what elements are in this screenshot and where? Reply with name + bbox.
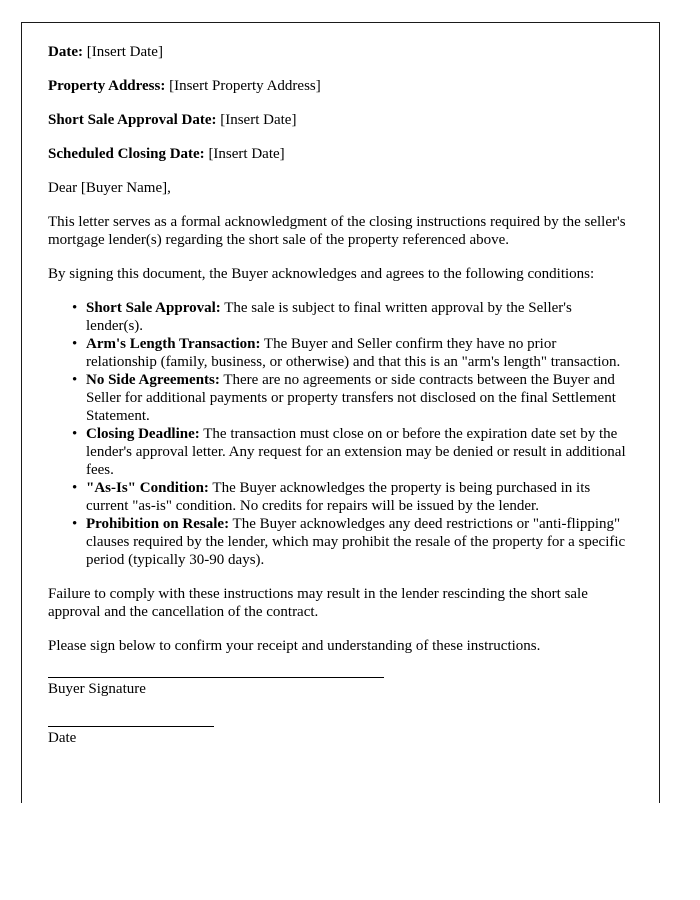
list-item: [86, 479, 629, 515]
date-line[interactable]: [48, 726, 214, 727]
list-item: [86, 425, 629, 479]
list-item: [86, 515, 629, 569]
document-page: [21, 22, 660, 803]
field-row-short-sale-approval-date: [48, 111, 629, 129]
field-label-scheduled-closing-date: Scheduled Closing Date:: [48, 146, 205, 162]
field-value-date[interactable]: [Insert Date]: [86, 44, 163, 60]
field-label-property-address: Property Address:: [48, 78, 166, 94]
condition-term: No Side Agreements:: [86, 372, 220, 388]
condition-term: "As-Is" Condition:: [86, 480, 209, 496]
condition-text: The Buyer acknowledges any deed restrictions or "anti-flipping" clauses required by the lender, which may prohibit the resale of the property for a specific period (typically 30-90 days).: [86, 516, 626, 568]
conditions-lead-in: By signing this document, the Buyer acknowledges and agrees to the following conditions:: [48, 266, 595, 282]
conditions-list: [48, 299, 629, 569]
condition-text: The transaction must close on or before the expiration date set by the lender's approval letter. Any request for an extension may be denied or result in additional fees.: [86, 426, 626, 478]
list-item: [86, 371, 629, 425]
field-row-scheduled-closing-date: [48, 145, 629, 163]
list-item: [86, 335, 629, 371]
signature-block: [48, 677, 629, 747]
condition-term: Short Sale Approval:: [86, 300, 221, 316]
buyer-signature-caption: Buyer Signature: [48, 681, 146, 697]
field-row-date: [48, 43, 629, 61]
field-row-property-address: [48, 77, 629, 95]
condition-term: Prohibition on Resale:: [86, 516, 230, 532]
field-value-scheduled-closing-date[interactable]: [Insert Date]: [208, 146, 285, 162]
field-value-property-address[interactable]: [Insert Property Address]: [169, 78, 321, 94]
condition-text: The sale is subject to final written approval by the Seller's lender(s).: [86, 300, 572, 334]
list-item: [86, 299, 629, 335]
sign-request-paragraph: Please sign below to confirm your receipt and understanding of these instructions.: [48, 638, 541, 654]
field-label-date: Date:: [48, 44, 83, 60]
buyer-signature-line[interactable]: [48, 677, 384, 678]
condition-term: Closing Deadline:: [86, 426, 200, 442]
date-caption: Date: [48, 730, 77, 746]
condition-text: There are no agreements or side contracts between the Buyer and Seller for additional payments or property transfers not disclosed on the final Settlement Statement.: [86, 372, 616, 424]
condition-text: The Buyer acknowledges the property is being purchased in its current "as-is" condition. No credits for repairs will be issued by the lender.: [86, 480, 591, 514]
intro-paragraph: This letter serves as a formal acknowledgment of the closing instructions required by the seller's mortgage lender(s) regarding the short sale of the property referenced above.: [48, 214, 626, 248]
field-label-short-sale-approval-date: Short Sale Approval Date:: [48, 112, 217, 128]
document-body: [22, 23, 659, 747]
field-value-short-sale-approval-date[interactable]: [Insert Date]: [220, 112, 297, 128]
condition-term: Arm's Length Transaction:: [86, 336, 261, 352]
salutation: Dear [Buyer Name],: [48, 180, 171, 196]
failure-paragraph: Failure to comply with these instructions may result in the lender rescinding the short sale approval and the cancellation of the contract.: [48, 586, 588, 620]
condition-text: The Buyer and Seller confirm they have no prior relationship (family, business, or otherwise) and that this is an "arm's length" transaction.: [86, 336, 621, 370]
